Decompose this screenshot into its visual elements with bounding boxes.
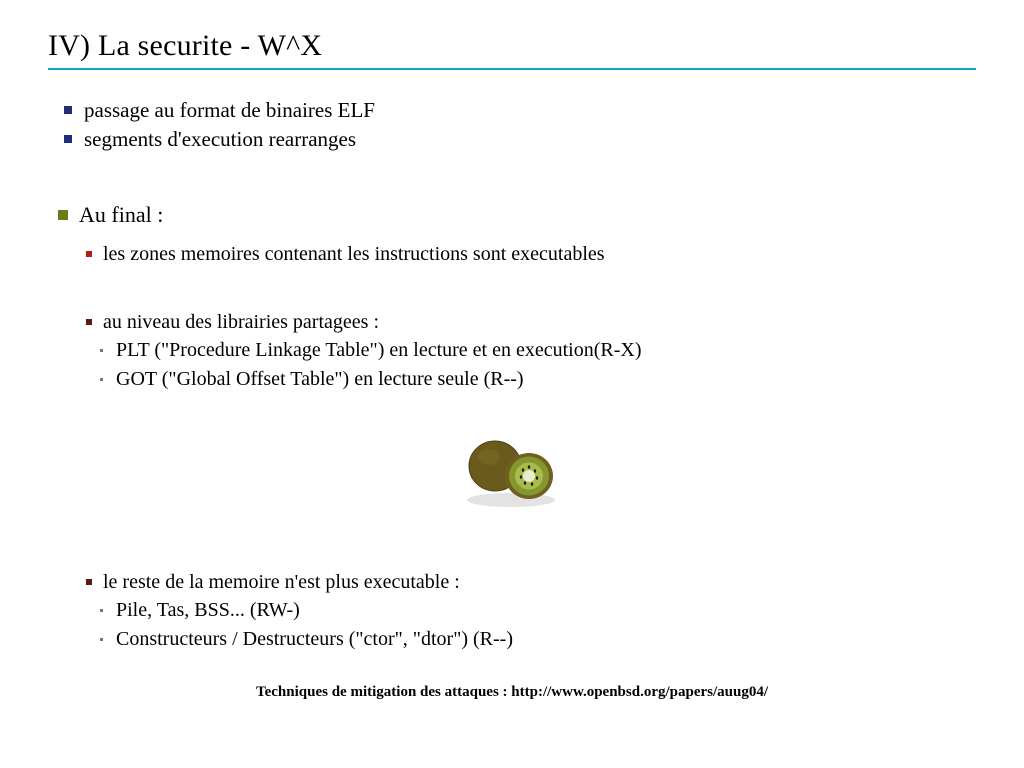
spacer — [0, 154, 1024, 200]
title-divider — [48, 68, 976, 70]
square-bullet-icon — [86, 579, 92, 585]
square-bullet-icon — [58, 210, 68, 220]
sub-list-item-label: GOT ("Global Offset Table") en lecture seule (R--) — [116, 368, 524, 390]
list-item-label: au niveau des librairies partagees : — [103, 311, 379, 333]
spacer — [0, 268, 1024, 298]
kiwi-fruit-image — [455, 430, 565, 510]
section-heading-label: Au final : — [79, 202, 164, 227]
sub-list-item-label: PLT ("Procedure Linkage Table") en lecture et en execution(R-X) — [116, 339, 642, 361]
sub-list-item — [100, 336, 1024, 365]
footer-reference: Techniques de mitigation des attaques : http://www.openbsd.org/papers/auug04/ — [255, 684, 769, 700]
list-item-label: les zones memoires contenant les instructions sont executables — [103, 243, 605, 265]
list-item — [86, 308, 1024, 336]
sub-list-item-label: Pile, Tas, BSS... (RW-) — [116, 599, 300, 621]
dot-bullet-icon — [100, 349, 103, 352]
list-item-label: passage au format de binaires ELF — [84, 98, 375, 122]
square-bullet-icon — [64, 135, 72, 143]
list-item — [64, 96, 1024, 125]
spacer — [0, 230, 1024, 240]
dot-bullet-icon — [100, 638, 103, 641]
slide-body — [0, 96, 1024, 654]
square-bullet-icon — [86, 251, 92, 257]
sub-list-item-label: Constructeurs / Destructeurs ("ctor", "dtor") (R--) — [116, 628, 513, 650]
square-bullet-icon — [64, 106, 72, 114]
spacer — [0, 298, 1024, 308]
sub-list-item — [100, 365, 1024, 394]
list-item — [86, 568, 1024, 596]
list-item-label: segments d'execution rearranges — [84, 127, 357, 151]
sub-list-item — [100, 625, 1024, 654]
sub-list-item — [100, 596, 1024, 625]
square-bullet-icon — [86, 319, 92, 325]
list-item — [86, 240, 1024, 268]
page-title: IV) La securite - W^X — [48, 29, 323, 62]
dot-bullet-icon — [100, 609, 103, 612]
dot-bullet-icon — [100, 378, 103, 381]
list-item-label: le reste de la memoire n'est plus executable : — [103, 571, 460, 593]
list-item — [64, 125, 1024, 154]
section-heading — [58, 200, 1024, 230]
